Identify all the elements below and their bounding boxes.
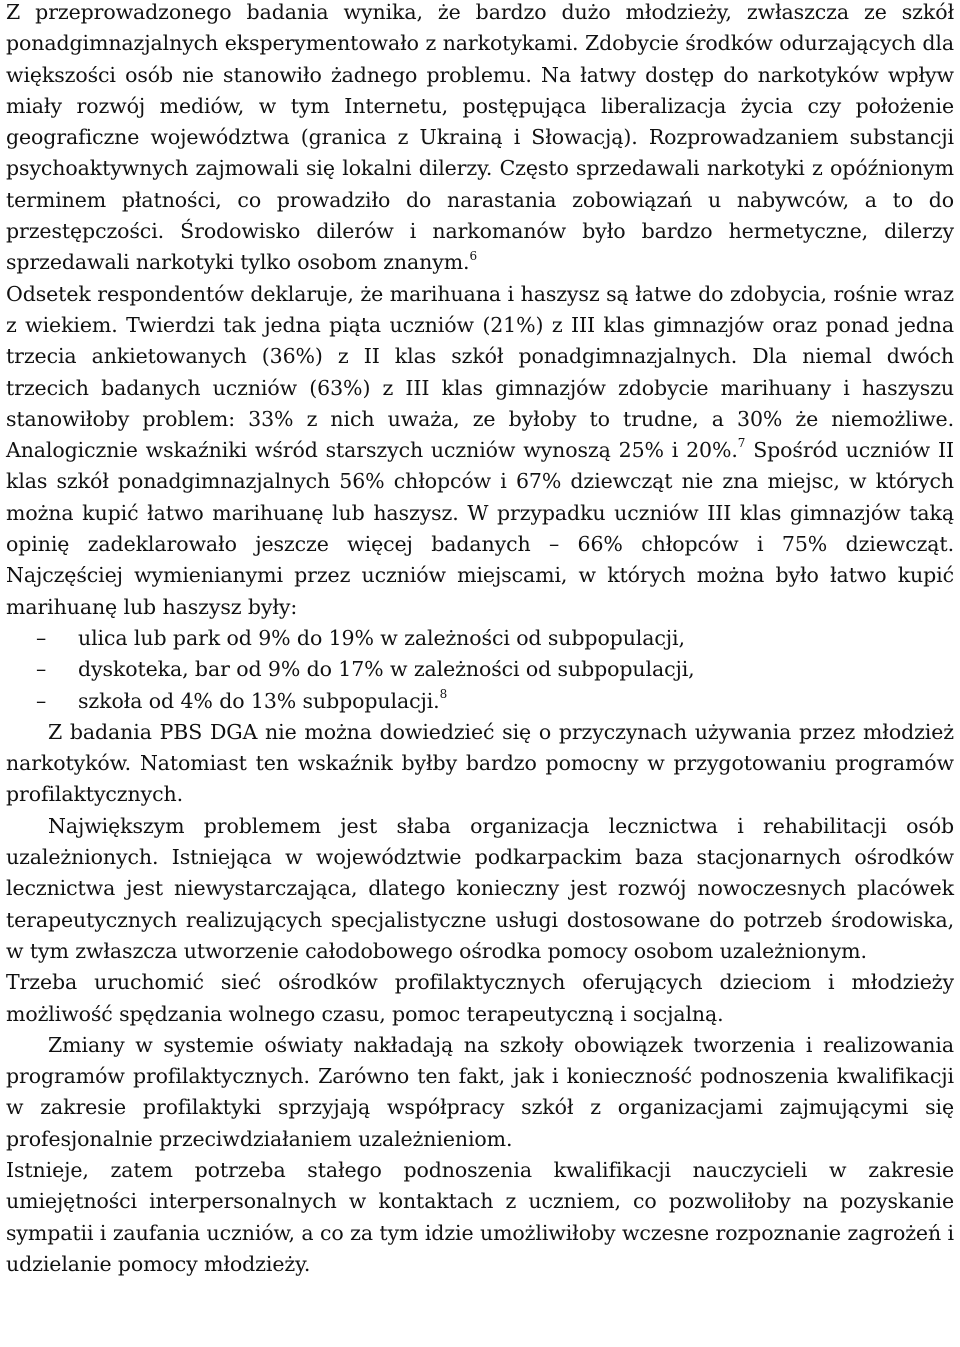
list-item-text: ulica lub park od 9% do 19% w zależności od subpopulacji,	[78, 625, 685, 650]
paragraph-text: Trzeba uruchomić sieć ośrodków profilaktycznych oferujących dzieciom i młodzieży możliwość spędzania wolnego czasu, pomoc terapeutyczną i socjalną.	[6, 970, 954, 1026]
paragraph-text: Istnieje, zatem potrzeba stałego podnoszenia kwalifikacji nauczycieli w zakresie umiejętności interpersonalnych w kontaktach z uczniem, co pozwoliłoby na pozyskanie sympatii i zaufania uczniów, a co za tym idzie umożliwiłoby wczesne rozpoznanie zagrożeń i udzielanie pomocy młodzieży.	[6, 1157, 954, 1276]
paragraph-treatment-problem	[6, 811, 954, 967]
footnote-ref: 7	[737, 436, 746, 451]
paragraph-pbs-dga	[6, 717, 954, 811]
list-item-text: szkoła od 4% do 13% subpopulacji.	[78, 688, 440, 713]
paragraph-respondents-survey	[6, 279, 954, 623]
paragraph-drug-access	[6, 0, 954, 279]
list-dash: –	[36, 657, 47, 682]
footnote-ref: 6	[469, 248, 478, 263]
paragraph-prevention-centers	[6, 967, 954, 1030]
paragraph-text: Największym problemem jest słaba organizacja lecznictwa i rehabilitacji osób uzależnionych. Istniejąca w województwie podkarpackim baza stacjonarnych ośrodków lecznictwa jest niewystarczająca, dlatego konieczny jest rozwój nowoczesnych placówek terapeutycznych realizujących specjalistyczne usługi dostosowane do potrzeb środowiska, w tym zwłaszcza utworzenie całodobowego ośrodka pomocy osobom uzależnionym.	[6, 813, 954, 963]
list-item	[6, 686, 954, 717]
list-dash: –	[36, 688, 47, 713]
paragraph-text: Z badania PBS DGA nie można dowiedzieć się o przyczynach używania przez młodzież narkotyków. Natomiast ten wskaźnik byłby bardzo pomocny w przygotowaniu programów profilaktycznych.	[6, 719, 954, 807]
footnote-ref: 8	[439, 686, 448, 701]
paragraph-text: Zmiany w systemie oświaty nakładają na szkoły obowiązek tworzenia i realizowania programów profilaktycznych. Zarówno ten fakt, jak i konieczność podnoszenia kwalifikacji w zakresie profilaktyki sprzyjają współpracy szkół z organizacjami zajmującymi się profesjonalnie przeciwdziałaniem uzależnieniom.	[6, 1032, 954, 1151]
paragraph-text: Z przeprowadzonego badania wynika, że bardzo dużo młodzieży, zwłaszcza ze szkół ponadgimnazjalnych eksperymentowało z narkotykami. Zdobycie środków odurzających dla większości osób nie stanowiło żadnego problemu. Na łatwy dostęp do narkotyków wpływ miały rozwój mediów, w tym Internetu, postępująca liberalizacja życia czy położenie geograficzne województwa (granica z Ukrainą i Słowacją). Rozprowadzaniem substancji psychoaktywnych zajmowali się lokalni dilerzy. Często sprzedawali narkotyki z opóźnionym terminem płatności, co prowadziło do narastania zobowiązań u nabywców, a to do przestępczości. Środowisko dilerów i narkomanów było bardzo hermetyczne, dilerzy sprzedawali narkotyki tylko osobom znanym.	[6, 0, 954, 275]
paragraph-text: Spośród uczniów II klas szkół ponadgimnazjalnych 56% chłopców i 67% dziewcząt nie zna miejsc, w których można kupić łatwo marihuanę lub haszysz. W przypadku uczniów III klas gimnazjów taką opinię zadeklarowało jeszcze więcej badanych – 66% chłopców i 75% dziewcząt. Najczęściej wymienianymi przez uczniów miejscami, w których można było łatwo kupić marihuanę lub haszysz były:	[6, 438, 954, 619]
list-item-text: dyskoteka, bar od 9% do 17% w zależności od subpopulacji,	[78, 657, 695, 682]
list-item	[6, 623, 954, 654]
paragraph-education-system	[6, 1030, 954, 1155]
paragraph-teacher-training	[6, 1155, 954, 1280]
list-item	[6, 654, 954, 685]
purchase-places-list	[6, 623, 954, 717]
paragraph-text: Odsetek respondentów deklaruje, że marihuana i haszysz są łatwe do zdobycia, rośnie wraz z wiekiem. Twierdzi tak jedna piąta uczniów (21%) z III klas gimnazjów oraz ponad jedna trzecia ankietowanych (36%) z II klas szkół ponadgimnazjalnych. Dla niemal dwóch trzecich badanych uczniów (63%) z III klas gimnazjów zdobycie marihuany i haszyszu stanowiłoby problem: 33% z nich uważa, ze byłoby to trudne, a 30% że niemożliwe. Analogicznie wskaźniki wśród starszych uczniów wynoszą 25% i 20%.	[6, 281, 954, 463]
list-dash: –	[36, 625, 47, 650]
